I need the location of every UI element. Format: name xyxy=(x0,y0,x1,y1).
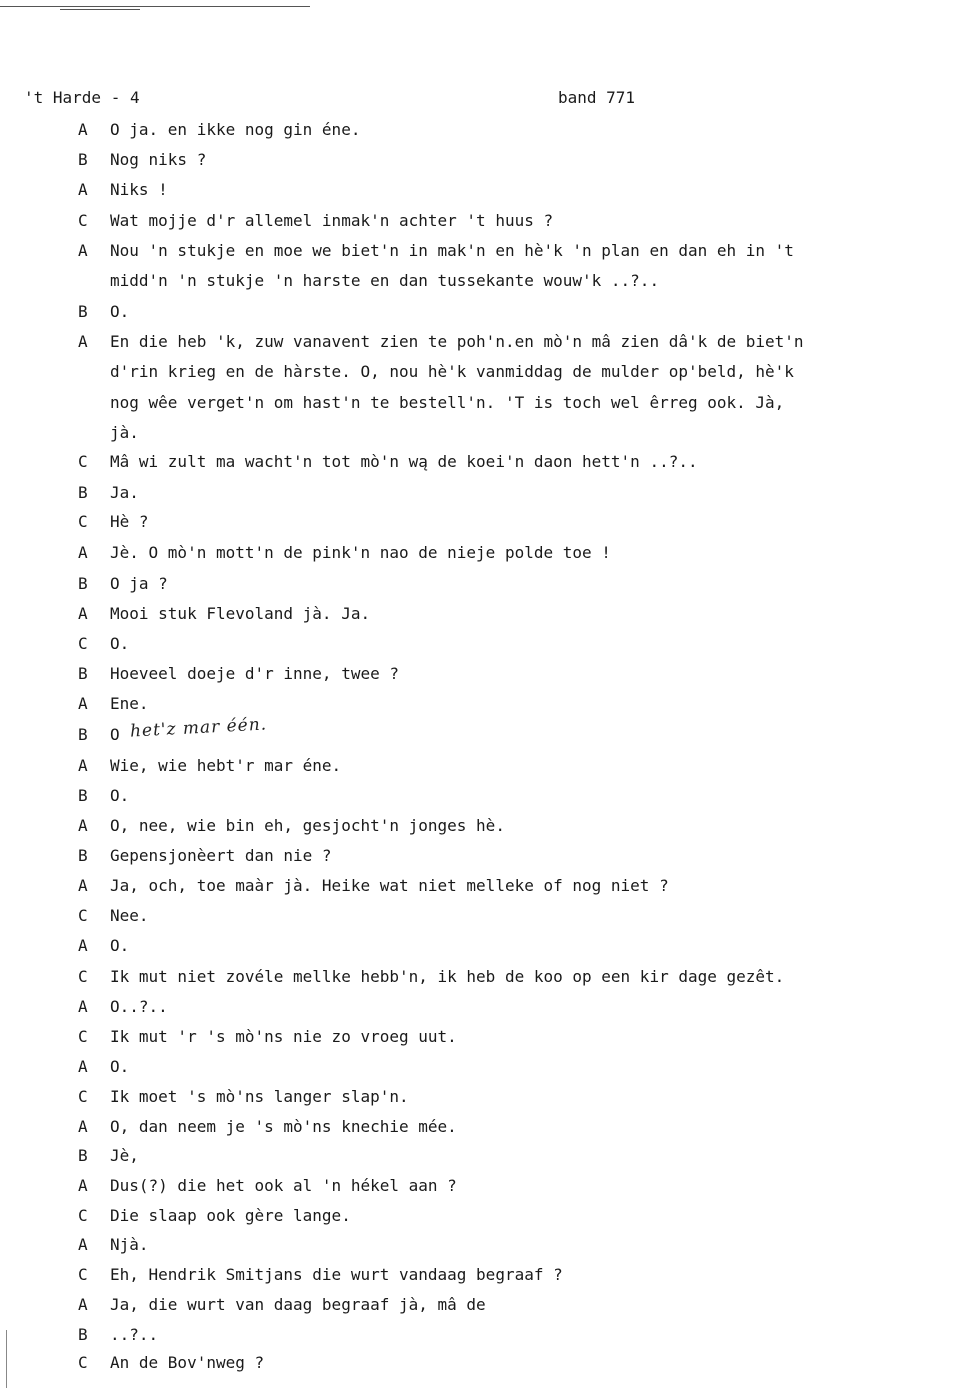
speaker-label: B xyxy=(78,846,88,865)
line-text: Hè ? xyxy=(110,512,149,531)
speaker-label: C xyxy=(78,634,88,653)
line-text: O. xyxy=(110,1057,130,1076)
header-title: 't Harde - 4 xyxy=(24,88,140,107)
speaker-label: A xyxy=(78,876,88,895)
speaker-label: B xyxy=(78,302,88,321)
speaker-label: B xyxy=(78,574,88,593)
line-text: Jè. O mò'n mott'n de pink'n nao de nieje polde toe ! xyxy=(110,543,611,562)
line-text: Niks ! xyxy=(110,180,168,199)
speaker-label: A xyxy=(78,936,88,955)
speaker-label: A xyxy=(78,332,88,351)
speaker-label: C xyxy=(78,1206,88,1225)
line-text: O xyxy=(110,725,120,744)
line-text: O. xyxy=(110,936,130,955)
speaker-label: C xyxy=(78,1087,88,1106)
line-text: Nog niks ? xyxy=(110,150,207,169)
line-text: Die slaap ook gère lange. xyxy=(110,1206,351,1225)
line-text: nog wêe verget'n om hast'n te bestell'n. 'T is toch wel êrreg ook. Jà, xyxy=(110,393,785,412)
line-text: O ja ? xyxy=(110,574,168,593)
line-text: O, dan neem je 's mò'ns knechie mée. xyxy=(110,1117,457,1136)
line-text: Ja, och, toe maàr jà. Heike wat niet melleke of nog niet ? xyxy=(110,876,669,895)
speaker-label: A xyxy=(78,1117,88,1136)
line-text: midd'n 'n stukje 'n harste en dan tussekante wouw'k ..?.. xyxy=(110,271,660,290)
speaker-label: B xyxy=(78,786,88,805)
line-text: O..?.. xyxy=(110,997,168,1016)
line-text: Njà. xyxy=(110,1235,149,1254)
speaker-label: A xyxy=(78,816,88,835)
line-text: Nee. xyxy=(110,906,149,925)
line-text: O ja. en ikke nog gin éne. xyxy=(110,120,361,139)
speaker-label: A xyxy=(78,241,88,260)
line-text: Ik mut niet zovéle mellke hebb'n, ik heb de koo op een kir dage gezêt. xyxy=(110,967,785,986)
line-text: Ik mut 'r 's mò'ns nie zo vroeg uut. xyxy=(110,1027,457,1046)
line-text: Ene. xyxy=(110,694,149,713)
speaker-label: B xyxy=(78,150,88,169)
speaker-label: A xyxy=(78,1176,88,1195)
line-text: Jè, xyxy=(110,1146,139,1165)
line-text: O. xyxy=(110,302,130,321)
speaker-label: A xyxy=(78,1295,88,1314)
speaker-label: B xyxy=(78,1325,88,1344)
line-text: Wat mojje d'r allemel inmak'n achter 't huus ? xyxy=(110,211,554,230)
header-tape-number: band 771 xyxy=(558,88,636,107)
speaker-label: A xyxy=(78,604,88,623)
margin-mark xyxy=(6,1330,7,1388)
speaker-label: A xyxy=(78,997,88,1016)
line-text: Mooi stuk Flevoland jà. Ja. xyxy=(110,604,371,623)
line-text: Hoeveel doeje d'r inne, twee ? xyxy=(110,664,399,683)
line-text: ..?.. xyxy=(110,1325,159,1344)
line-text: Wie, wie hebt'r mar éne. xyxy=(110,756,342,775)
top-rule-short xyxy=(60,9,140,10)
line-text: d'rin krieg en de hàrste. O, nou hè'k vanmiddag de mulder op'beld, hè'k xyxy=(110,362,794,381)
top-rule xyxy=(0,6,310,7)
speaker-label: C xyxy=(78,211,88,230)
speaker-label: C xyxy=(78,1265,88,1284)
speaker-label: C xyxy=(78,906,88,925)
speaker-label: C xyxy=(78,1027,88,1046)
line-text: O. xyxy=(110,634,130,653)
speaker-label: A xyxy=(78,756,88,775)
line-text: jà. xyxy=(110,423,139,442)
line-text: O, nee, wie bin eh, gesjocht'n jonges hè. xyxy=(110,816,505,835)
line-text: Ja. xyxy=(110,483,139,502)
line-text: En die heb 'k, zuw vanavent zien te poh'n.en mò'n mâ zien dâ'k de biet'n xyxy=(110,332,804,351)
speaker-label: A xyxy=(78,180,88,199)
speaker-label: A xyxy=(78,120,88,139)
line-text: An de Bov'nweg ? xyxy=(110,1353,265,1372)
speaker-label: C xyxy=(78,512,88,531)
speaker-label: C xyxy=(78,967,88,986)
speaker-label: C xyxy=(78,1353,88,1372)
line-text: Mâ wi zult ma wacht'n tot mò'n wą de koei'n daon hett'n ..?.. xyxy=(110,452,698,471)
line-text: Dus(?) die het ook al 'n hékel aan ? xyxy=(110,1176,457,1195)
line-text: Ik moet 's mò'ns langer slap'n. xyxy=(110,1087,409,1106)
speaker-label: A xyxy=(78,1057,88,1076)
speaker-label: A xyxy=(78,1235,88,1254)
speaker-label: B xyxy=(78,1146,88,1165)
speaker-label: B xyxy=(78,725,88,744)
speaker-label: C xyxy=(78,452,88,471)
line-text: Nou 'n stukje en moe we biet'n in mak'n en hè'k 'n plan en dan eh in 't xyxy=(110,241,794,260)
speaker-label: A xyxy=(78,543,88,562)
line-text: O. xyxy=(110,786,130,805)
speaker-label: B xyxy=(78,483,88,502)
handwritten-annotation: het'z mar één. xyxy=(129,714,268,742)
line-text: Ja, die wurt van daag begraaf jà, mâ de xyxy=(110,1295,486,1314)
line-text: Gepensjonèert dan nie ? xyxy=(110,846,332,865)
speaker-label: B xyxy=(78,664,88,683)
speaker-label: A xyxy=(78,694,88,713)
line-text: Eh, Hendrik Smitjans die wurt vandaag begraaf ? xyxy=(110,1265,563,1284)
